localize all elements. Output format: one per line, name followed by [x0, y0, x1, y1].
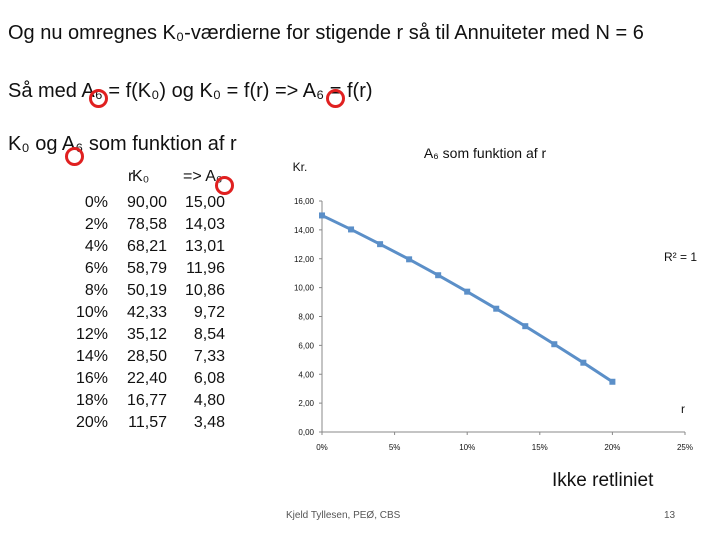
table-cell-k: 78,58 — [126, 216, 167, 233]
highlight-circle — [326, 89, 345, 108]
column-k0 — [115, 192, 167, 434]
table-cell-r: 8% — [84, 282, 108, 299]
table-cell-r: 10% — [75, 304, 108, 321]
table-cell-a: 6,08 — [193, 370, 225, 387]
table-cell-a: 13,01 — [184, 238, 225, 255]
table-cell-a: 14,03 — [184, 216, 225, 233]
data-point — [406, 256, 412, 262]
conclusion-text: Ikke retliniet — [552, 470, 654, 491]
table-cell-r: 2% — [84, 216, 108, 233]
table-cell-a: 10,86 — [184, 282, 225, 299]
table-cell-a: 15,00 — [184, 194, 225, 211]
y-axis-label: Kr. — [292, 160, 308, 174]
y-tick-label: 0,00 — [298, 428, 314, 437]
y-tick-label: 4,00 — [298, 370, 314, 380]
table-cell-k: 90,00 — [126, 194, 167, 211]
data-point — [580, 360, 586, 366]
table-header-a6: => A₆ — [183, 168, 223, 185]
x-tick-label: 5% — [388, 443, 401, 452]
table-cell-r: 6% — [84, 260, 108, 277]
table-cell-a: 9,72 — [193, 304, 225, 321]
table-cell-k: 42,33 — [126, 304, 167, 321]
data-point — [609, 379, 615, 385]
table-cell-r: 14% — [75, 348, 108, 365]
y-tick-label: 6,00 — [298, 341, 314, 351]
table-cell-k: 35,12 — [126, 326, 167, 343]
table-cell-r: 0% — [84, 194, 108, 211]
data-point — [435, 272, 441, 278]
formula-line: Så med A₆ = f(K₀) og K₀ = f(r) => A₆ = f(r) — [8, 80, 373, 102]
data-point — [522, 323, 528, 329]
table-cell-a: 11,96 — [186, 260, 225, 277]
r-squared-annotation: R² = 1 — [663, 250, 697, 264]
series-line — [322, 215, 612, 381]
y-tick-label: 12,00 — [293, 254, 314, 264]
data-point — [493, 306, 499, 312]
data-point — [319, 212, 325, 218]
table-cell-k: 58,79 — [126, 260, 167, 277]
x-tick-label: 25% — [676, 443, 694, 452]
x-tick-label: 20% — [604, 443, 621, 452]
table-header-k0: K₀ — [132, 168, 150, 185]
table-cell-k: 68,21 — [126, 238, 167, 255]
y-tick-label: 14,00 — [293, 225, 314, 235]
column-r — [60, 192, 108, 434]
data-point — [348, 226, 354, 232]
data-table — [60, 192, 240, 442]
x-axis-label: r — [681, 402, 685, 416]
slide-title: Og nu omregnes K₀-værdierne for stigende r så til Annuiteter med N = 6 — [8, 22, 644, 44]
table-cell-r: 12% — [75, 326, 108, 343]
y-tick-label: 10,00 — [293, 283, 314, 293]
data-point — [464, 289, 470, 295]
highlight-circle — [89, 89, 108, 108]
table-cell-k: 22,40 — [126, 370, 167, 387]
table-cell-a: 3,48 — [193, 414, 225, 431]
x-tick-label: 15% — [531, 443, 548, 452]
table-cell-a: 7,33 — [193, 348, 225, 365]
table-cell-k: 28,50 — [126, 348, 167, 365]
column-a6 — [170, 192, 225, 434]
footer-author: Kjeld Tyllesen, PEØ, CBS — [286, 510, 401, 521]
table-cell-r: 18% — [75, 392, 108, 409]
table-cell-r: 4% — [84, 238, 108, 255]
chart-title: A₆ som funktion af r — [423, 145, 547, 161]
data-point — [377, 241, 383, 247]
table-cell-r: 16% — [75, 370, 108, 387]
section-heading: K₀ og A₆ som funktion af r — [8, 133, 237, 155]
y-tick-label: 8,00 — [298, 312, 314, 322]
data-point — [551, 341, 557, 347]
highlight-circle — [65, 147, 84, 166]
line-chart — [270, 135, 720, 465]
table-cell-a: 4,80 — [193, 392, 225, 409]
table-header-r: r — [128, 168, 134, 185]
x-tick-label: 10% — [459, 443, 476, 452]
table-cell-k: 50,19 — [126, 282, 167, 299]
y-tick-label: 16,00 — [293, 197, 314, 206]
table-cell-k: 11,57 — [128, 414, 167, 431]
table-cell-a: 8,54 — [193, 326, 225, 343]
slide-number: 13 — [664, 510, 676, 521]
table-cell-k: 16,77 — [126, 392, 167, 409]
x-tick-label: 0% — [316, 443, 328, 452]
y-tick-label: 2,00 — [298, 399, 314, 409]
table-cell-r: 20% — [75, 414, 108, 431]
